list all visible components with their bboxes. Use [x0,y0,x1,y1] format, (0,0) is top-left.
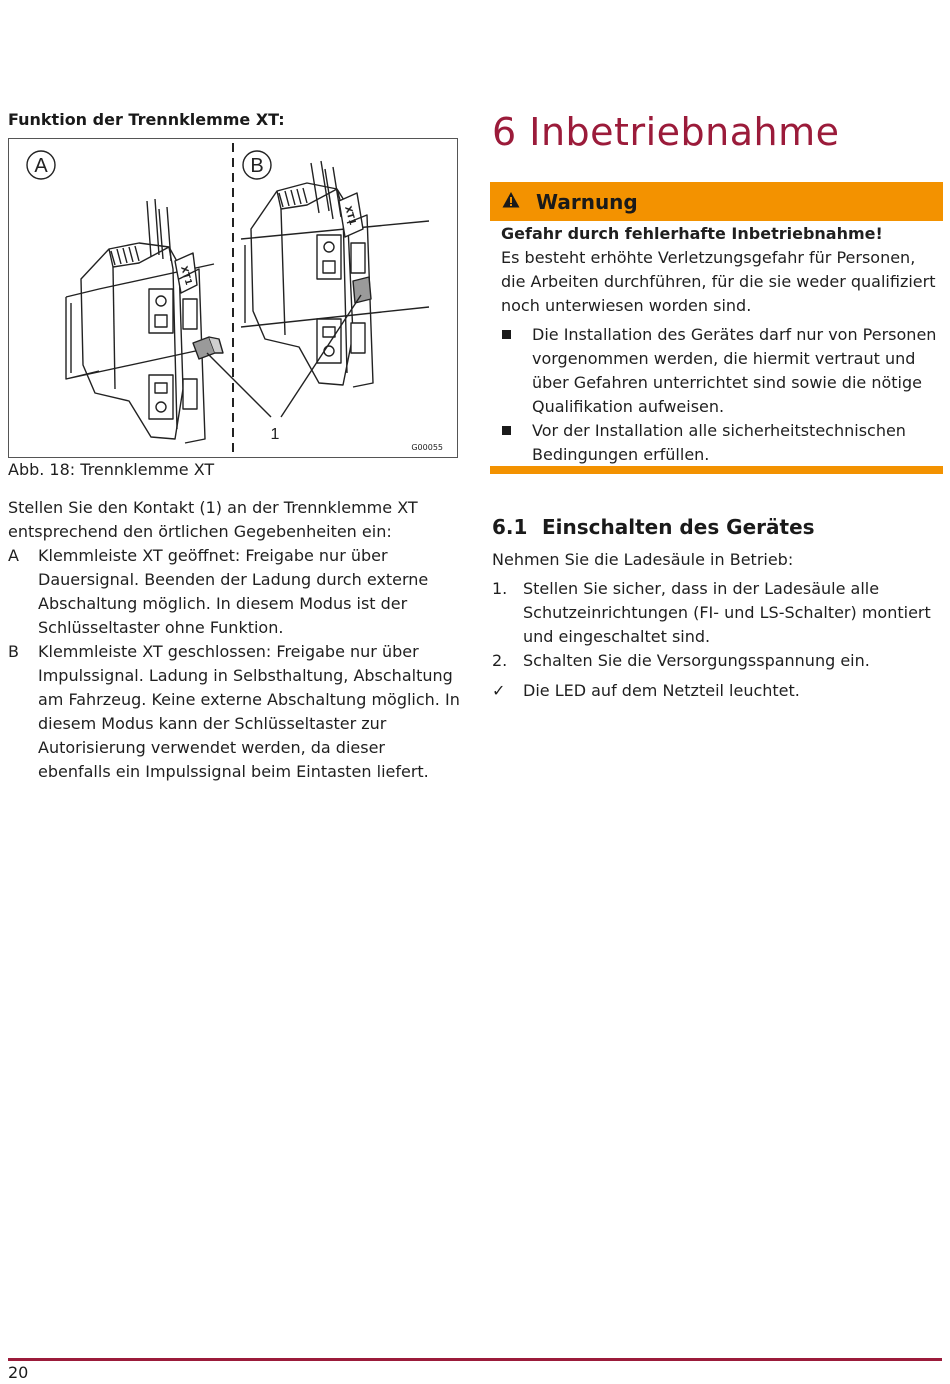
warning-subtitle: Gefahr durch fehlerhafte Inbetriebnahme! [501,224,883,243]
warning-bullet-text: Die Installation des Gerätes darf nur von Personen vorgenommen werden, die hiermit vertraut und über Gefahren unterrichtet sind sowie die nötige Qualifikation aufweisen. [532,325,937,416]
warning-footer-bar [490,466,943,474]
page-number: 20 [8,1363,29,1382]
warning-triangle-icon [502,191,520,209]
step-number: 1. [492,579,508,598]
option-b-text: Klemmleiste XT geschlossen: Freigabe nur über Impulssignal. Ladung in Selbsthaltung, Abschaltung am Fahrzeug. Keine externe Abschaltung möglich. In diesem Modus kann der Schlüsseltaster zur Autorisierung verwendet werden, da dieser ebenfalls ein Impulssignal beim Eintasten liefert. [38,642,460,781]
warning-header [490,182,943,221]
terminal-tag-b: XT1 [342,205,358,227]
step-item [492,649,938,673]
warning-bullet [501,323,937,419]
warning-bullet-text: Vor der Installation alle sicherheitstechnischen Bedingungen erfüllen. [532,421,906,464]
figure-code: G00055 [411,443,443,452]
setting-intro: Stellen Sie den Kontakt (1) an der Trennklemme XT entsprechend den örtlichen Gegebenheiten ein: [8,498,418,541]
terminal-tag-a: XT1 [178,265,194,287]
footer-rule [8,1358,942,1361]
section-number: 6.1 [492,515,528,539]
figure-heading: Funktion der Trennklemme XT: [8,110,285,129]
option-a-text: Klemmleiste XT geöffnet: Freigabe nur über Dauersignal. Beenden der Ladung durch externe Abschaltung möglich. In diesem Modus ist der Schlüsseltaster ohne Funktion. [38,546,429,637]
warning-body [501,222,937,467]
step-text: Stellen Sie sicher, dass in der Ladesäule alle Schutzeinrichtungen (FI- und LS-Schalter) montiert und eingeschaltet sind. [523,579,931,646]
result-text: Die LED auf dem Netzteil leuchtet. [523,681,800,700]
option-a-label: A [8,546,19,565]
warning-text: Es besteht erhöhte Verletzungsgefahr für Personen, die Arbeiten durchführen, für die sie weder qualifiziert noch unterwiesen worden sind. [501,248,936,315]
step-item [492,577,938,649]
result-item [492,679,938,703]
section-title: Einschalten des Gerätes [542,515,815,539]
warning-bullet [501,419,937,467]
option-b [8,640,460,784]
chapter-title: 6 Inbetriebnahme [492,110,840,154]
terminal-illustration [9,139,457,457]
option-a [8,544,460,640]
step-list [492,577,938,703]
setting-instructions [8,496,460,784]
figure-caption: Abb. 18: Trennklemme XT [8,460,215,479]
step-number: 2. [492,651,508,670]
figure-callout-1: 1 [270,426,280,443]
step-text: Schalten Sie die Versorgungsspannung ein. [523,651,870,670]
figure-label-a: A [34,155,48,177]
checkmark-icon: ✓ [492,681,506,700]
section-intro: Nehmen Sie die Ladesäule in Betrieb: [492,550,794,569]
figure-trennklemme [8,138,458,458]
option-b-label: B [8,642,19,661]
bullet-square-icon [501,419,532,467]
warning-title: Warnung [536,190,638,214]
figure-label-b: B [250,155,264,177]
bullet-square-icon [501,323,532,419]
section-heading [492,513,815,541]
